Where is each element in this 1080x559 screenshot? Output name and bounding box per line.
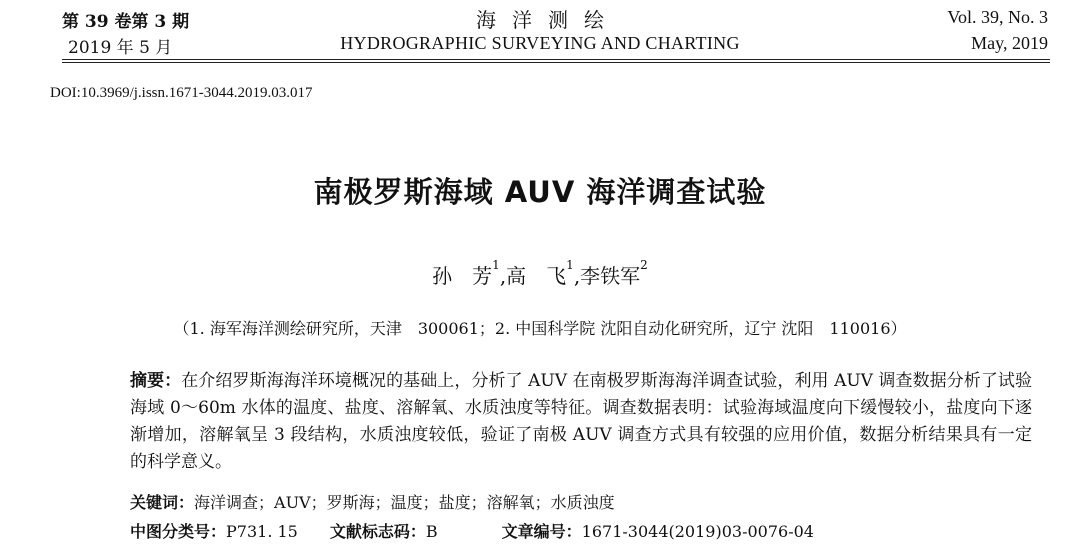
author-name: 孙 芳 xyxy=(432,264,493,288)
author-separator: , xyxy=(499,264,507,288)
author-affil-marker: 2 xyxy=(640,258,648,272)
affiliations: （1. 海军海洋测绘研究所，天津 300061；2. 中国科学院 沈阳自动化研究所，辽宁 沈阳 110016） xyxy=(173,319,907,338)
author-separator: , xyxy=(573,264,581,288)
doc-code-label: 文献标志码： xyxy=(329,522,426,541)
issue-date-en: May, 2019 xyxy=(971,33,1048,53)
keywords xyxy=(130,490,615,513)
classification-row xyxy=(130,519,814,542)
author-affil-marker: 1 xyxy=(492,258,500,272)
author-list xyxy=(0,260,1080,289)
doc-code-value: B xyxy=(425,522,438,541)
header-rule-top xyxy=(62,59,1050,60)
doi-link[interactable]: DOI:10.3969/j.issn.1671-3044.2019.03.017 xyxy=(50,85,313,101)
abstract-label: 摘要： xyxy=(130,371,182,391)
article-no-value: 1671-3044(2019)03-0076-04 xyxy=(581,522,814,541)
clc-value: P731. 15 xyxy=(226,522,298,541)
paper-title: 南极罗斯海域 AUV 海洋调查试验 xyxy=(313,175,767,209)
author-affil-marker: 1 xyxy=(566,258,574,272)
journal-title-en: HYDROGRAPHIC SURVEYING AND CHARTING xyxy=(340,33,740,53)
header-rule-bottom xyxy=(62,62,1050,63)
volume-issue-cn: 第 39 卷第 3 期 xyxy=(62,12,190,32)
keywords-label: 关键词： xyxy=(130,493,195,512)
keywords-text: 海洋调查；AUV；罗斯海；温度；盐度；溶解氧；水质浊度 xyxy=(194,493,615,512)
issue-date-cn: 2019 年 5 月 xyxy=(68,38,173,58)
author-name: 李铁军 xyxy=(580,264,641,288)
article-no-label: 文章编号： xyxy=(501,522,582,541)
abstract-text: 在介绍罗斯海海洋环境概况的基础上，分析了 AUV 在南极罗斯海海洋调查试验，利用 AUV 调查数据分析了试验海域 0～60m 水体的温度、盐度、溶解氧、水质浊度等特征。调查数据表明：试验海域温度向下缓慢较小，盐度向下逐渐增加，溶解氧呈 3 段结构，水质浊度较低，验证了南极 AUV 调查方式具有较强的应用价值，数据分析结果具有一定的科学意义。 xyxy=(130,371,1033,472)
journal-title-cn: 海洋测绘 xyxy=(476,8,620,32)
abstract xyxy=(92,368,1032,476)
volume-issue-en: Vol. 39, No. 3 xyxy=(947,7,1048,27)
author-name: 高 飞 xyxy=(506,264,567,288)
clc-label: 中图分类号： xyxy=(130,522,227,541)
